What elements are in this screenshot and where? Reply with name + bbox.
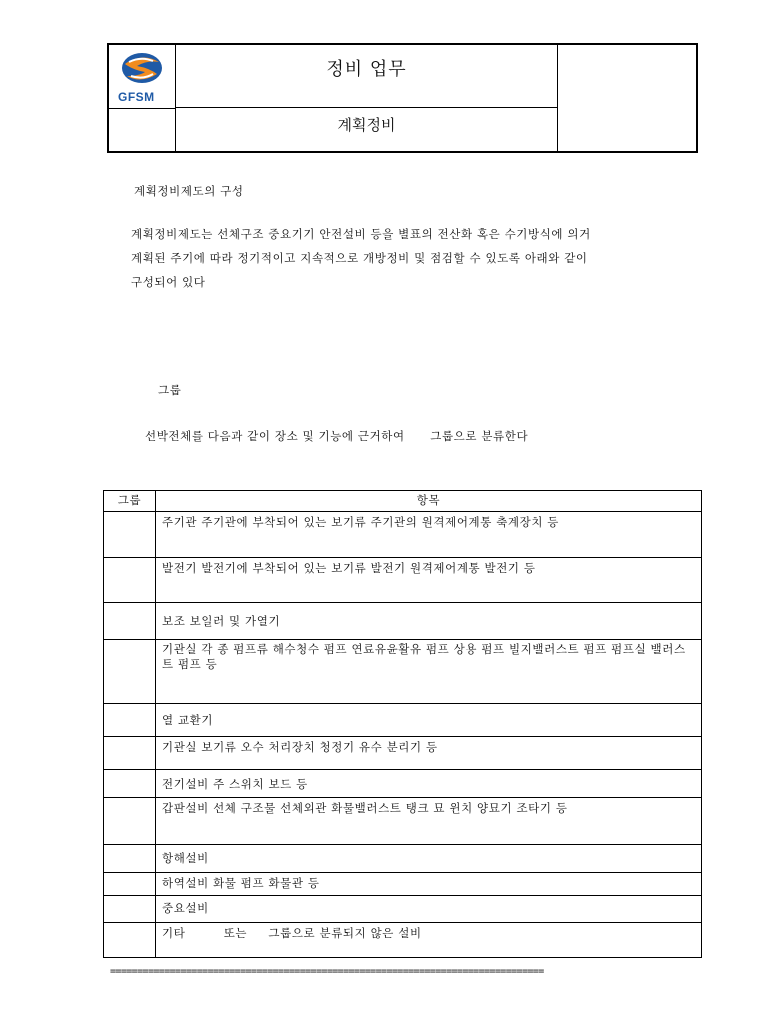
- group-cell: [104, 736, 156, 770]
- logo-container: [109, 45, 175, 109]
- group-cell: [104, 603, 156, 640]
- item-cell: 보조 보일러 및 가열기: [156, 603, 702, 640]
- table-row: [104, 770, 702, 798]
- table-row: [104, 798, 702, 845]
- paragraph-line: 계획된 주기에 따라 정기적이고 지속적으로 개방정비 및 점검할 수 있도록 아래와 같이: [131, 251, 588, 265]
- group-cell: [104, 770, 156, 798]
- table-header-row: [104, 491, 702, 512]
- item-cell: 기관실 각 종 펌프류 해수청수 펌프 연료유윤활유 펌프 상용 펌프 빌지밸러스트 펌프 펌프실 밸러스트 펌프 등: [156, 640, 702, 704]
- group-cell: [104, 640, 156, 704]
- table-row: [104, 736, 702, 770]
- group-heading: 그룹: [158, 383, 182, 397]
- footer-rule: ================================================================================: [110, 966, 544, 977]
- paragraph-line: 계획정비제도는 선체구조 중요기기 안전설비 등을 별표의 전산화 혹은 수기방식에 의거: [131, 227, 591, 241]
- item-cell: 항해설비: [156, 845, 702, 873]
- item-cell: 갑판설비 선체 구조물 선체외관 화물밸러스트 탱크 묘 윈치 양묘기 조타기 등: [156, 798, 702, 845]
- logo-text: GFSM: [118, 90, 155, 104]
- table-row: [104, 923, 702, 958]
- section-heading: 계획정비제도의 구성: [134, 184, 244, 198]
- group-description: 선박전체를 다음과 같이 장소 및 기능에 근거하여 그룹으로 분류한다: [145, 429, 529, 443]
- item-cell: 기관실 보기류 오수 처리장치 청정기 유수 분리기 등: [156, 736, 702, 770]
- column-header-item: 항목: [156, 491, 702, 512]
- item-cell: 기타 또는 그룹으로 분류되지 않은 설비: [156, 923, 702, 958]
- group-cell: [104, 872, 156, 896]
- table-row: [104, 896, 702, 923]
- gfsm-logo-icon: [119, 50, 165, 90]
- paragraph-line: 구성되어 있다: [131, 275, 206, 289]
- document-title: 정비 업무: [326, 59, 407, 80]
- item-cell: 전기설비 주 스위치 보드 등: [156, 770, 702, 798]
- empty-right-cell: [558, 45, 696, 151]
- group-cell: [104, 896, 156, 923]
- group-cell: [104, 923, 156, 958]
- table-row: [104, 512, 702, 558]
- group-cell: [104, 558, 156, 603]
- subtitle-cell: [176, 108, 558, 151]
- group-table: [103, 490, 702, 958]
- group-cell: [104, 703, 156, 736]
- document-header: [107, 43, 698, 153]
- document-subtitle: 계획정비: [337, 116, 396, 134]
- item-cell: 주기관 주기관에 부착되어 있는 보기류 주기관의 원격제어계통 축계장치 등: [156, 512, 702, 558]
- item-cell: 하역설비 화물 펌프 화물관 등: [156, 872, 702, 896]
- group-cell: [104, 512, 156, 558]
- item-cell: 발전기 발전기에 부착되어 있는 보기류 발전기 원격제어계통 발전기 등: [156, 558, 702, 603]
- table-row: [104, 640, 702, 704]
- table-row: [104, 558, 702, 603]
- table-row: [104, 872, 702, 896]
- group-cell: [104, 798, 156, 845]
- table-row: [104, 703, 702, 736]
- item-cell: 열 교환기: [156, 703, 702, 736]
- logo-cell: [109, 45, 176, 151]
- table-row: [104, 845, 702, 873]
- title-cell: [176, 45, 558, 108]
- item-cell: 중요설비: [156, 896, 702, 923]
- column-header-group: 그룹: [104, 491, 156, 512]
- table-row: [104, 603, 702, 640]
- group-cell: [104, 845, 156, 873]
